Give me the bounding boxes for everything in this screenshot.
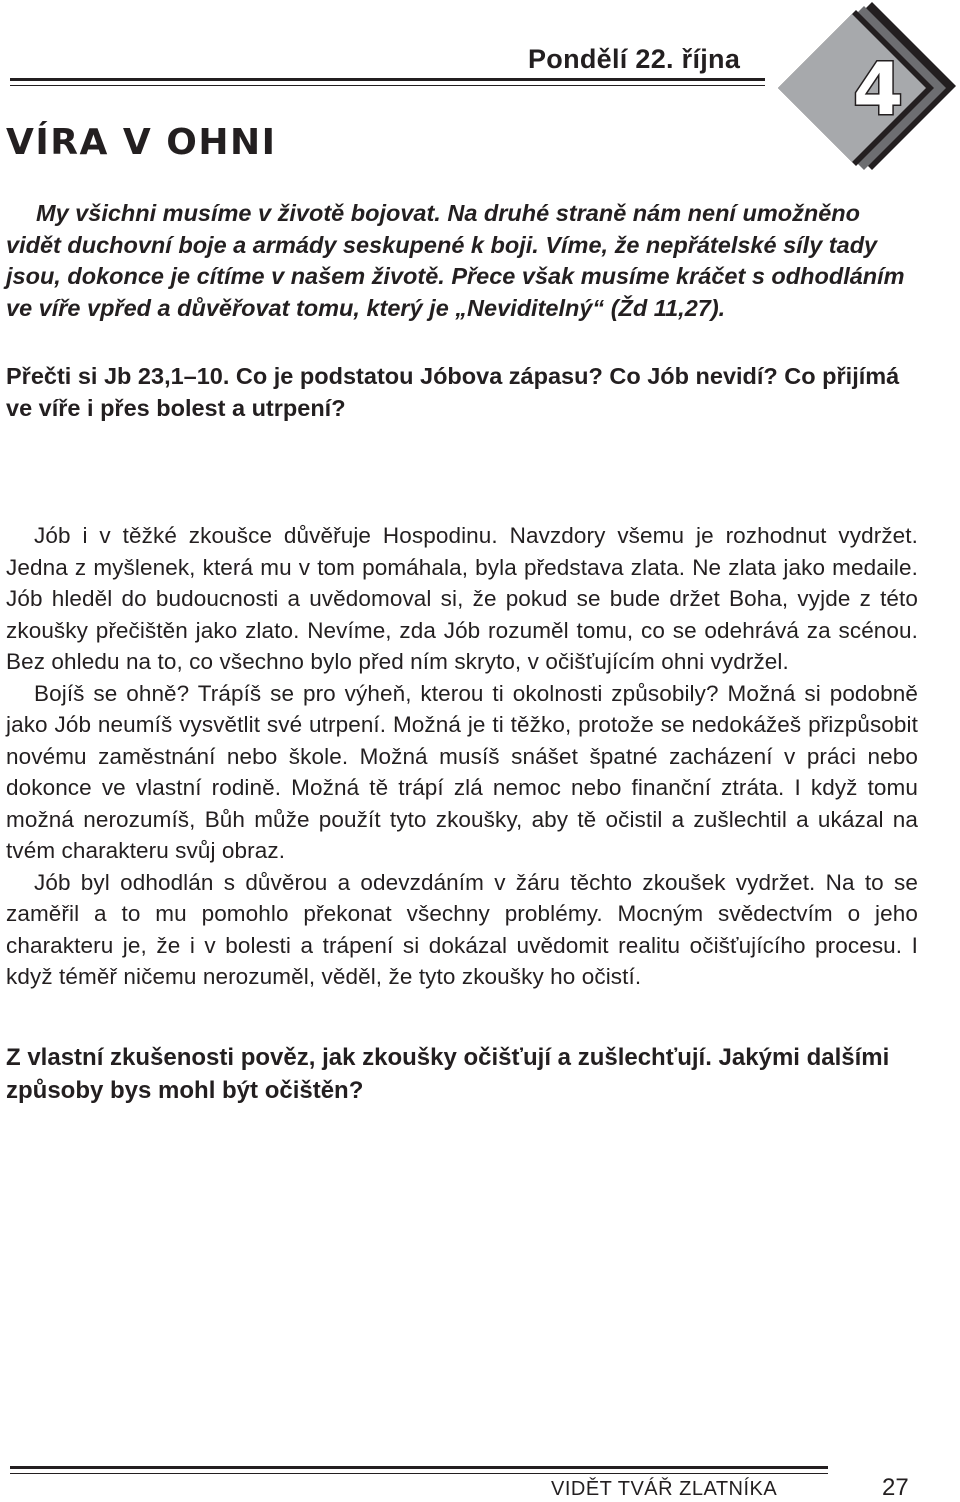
footer-rule-bottom: [10, 1473, 828, 1474]
lesson-date: Pondělí 22. října: [528, 44, 741, 74]
page-number: 27: [882, 1474, 909, 1501]
discussion-question: Z vlastní zkušenosti pověz, jak zkoušky očišťují a zušlechťují. Jakými dalšími způsoby bys mohl být očištěn?: [6, 1044, 890, 1104]
header-rule-bottom: [10, 85, 765, 86]
body-paragraph: Jób i v těžké zkoušce důvěřuje Hospodinu. Navzdory všemu je rozhodnut vydržet. Jedna z myšlenek, která mu v tom pomáhala, byla představa zlata. Ne zlata jako medaile. Jób hleděl do budoucnosti a uvědomoval si, že pokud se bude držet Boha, vyjde z této zkoušky přečištěn jako zlato. Nevíme, zda Jób rozuměl tomu, co se odehrává za scénou. Bez ohledu na to, co všechno bylo před ním skryto, v očišťujícím ohni vydržel.: [6, 523, 918, 674]
footer-book-title: VIDĚT TVÁŘ ZLATNÍKA: [551, 1478, 778, 1500]
reading-assignment: [6, 361, 926, 424]
header-rule-top: [10, 78, 765, 81]
body-paragraph: Bojíš se ohně? Trápíš se pro výheň, kterou ti okolnosti způsobily? Možná si podobně jako Jób neumíš vysvětlit své utrpení. Možná je ti těžko, protože se nedokážeš přizpůsobit novému zaměstnání nebo škole. Možná musíš snášet špatné zacházení v práci nebo dokonce ve vlastní rodině. Možná tě trápí zlá nemoc nebo finanční ztráta. I když tomu možná nerozumíš, Bůh může použít tyto zkoušky, aby tě očistil a zušlechtil a ukázal na tvém charakteru svůj obraz.: [6, 680, 918, 863]
body-text: [6, 520, 918, 993]
reading-line: ve víře i přes bolest a utrpení?: [6, 394, 346, 421]
intro-line: My všichni musíme v životě bojovat. Na druhé straně nám není umožněno: [36, 200, 860, 226]
intro-text: [6, 198, 918, 324]
intro-line: jsou, dokonce je cítíme v našem životě. Přece však musíme kráčet s odhodláním: [6, 263, 905, 289]
lesson-title: VÍRA V OHNI: [6, 122, 277, 163]
intro-line: ve víře vpřed a důvěřovat tomu, který je „Neviditelný“ (Žd 11,27).: [6, 294, 726, 321]
reading-line: Přečti si Jb 23,1–10. Co je podstatou Jóbova zápasu? Co Jób nevidí? Co přijímá: [6, 363, 900, 389]
lesson-number: 4: [852, 47, 904, 131]
intro-line: vidět duchovní boje a armády seskupené k boji. Víme, že nepřátelské síly tady: [6, 231, 878, 258]
lesson-number-badge: [760, 0, 960, 170]
footer-rule-top: [10, 1466, 828, 1469]
body-paragraph: Jób byl odhodlán s důvěrou a odevzdáním v žáru těchto zkoušek vydržet. Na to se zaměřil a to mu pomohlo překonat všechny problémy. Mocným svědectvím o jeho charakteru je, že i v bolesti a trápení si dokázal uvědomit realitu očišťujícího procesu. I když téměř ničemu nerozuměl, věděl, že tyto zkoušky ho očistí.: [6, 869, 918, 989]
